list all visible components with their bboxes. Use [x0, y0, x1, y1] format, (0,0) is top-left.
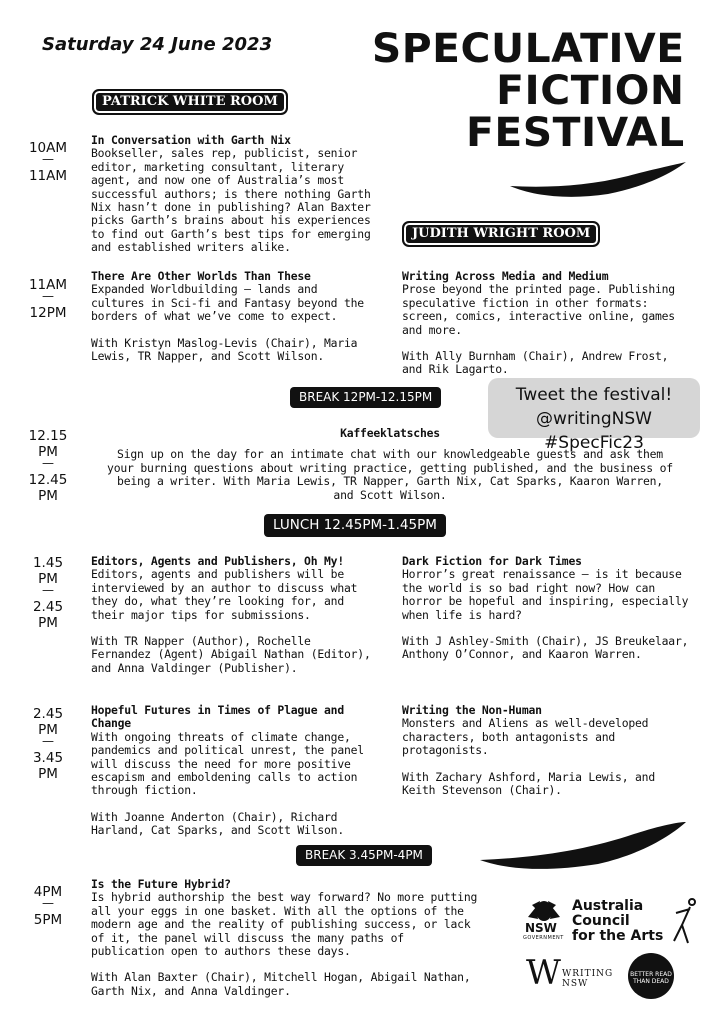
time-slot-10am: 10AM — 11AM — [28, 140, 68, 184]
session-title: Writing Across Media and Medium — [402, 269, 609, 283]
nsw-logo-text: NSW — [525, 921, 557, 935]
session-description: Is hybrid authorship the best way forward? No more putting all your eggs in one basket. With all the options of the modern age and the reality of publishing success, or lack of it, the panel will discuss the many paths of publication open to authors these days. — [91, 890, 478, 959]
time-start: 10AM — [28, 140, 68, 156]
room-badge-patrick-white: PATRICK WHITE ROOM — [92, 89, 288, 115]
session-title: Dark Fiction for Dark Times — [402, 554, 582, 568]
festival-title — [372, 28, 685, 154]
time-start: 12.15 PM — [28, 428, 68, 460]
aca-line-2: Council — [572, 913, 630, 929]
session-panelists: With Ally Burnham (Chair), Andrew Frost, and Rik Lagarto. — [402, 349, 669, 377]
time-slot-4pm: 4PM — 5PM — [33, 884, 63, 928]
session-description: Prose beyond the printed page. Publishing speculative fiction in other formats: screen, comics, interactive online, games and more. — [402, 282, 675, 337]
session-panelists: With Joanne Anderton (Chair), Richard Harland, Cat Sparks, and Scott Wilson. — [91, 809, 344, 838]
session-dark-fiction — [402, 555, 692, 662]
session-panelists: With Alan Baxter (Chair), Mitchell Hogan, Abigail Nathan, Garth Nix, and Anna Valdinger. — [91, 970, 471, 998]
break-banner-2: BREAK 3.45PM-4PM — [296, 845, 432, 866]
aca-line-1: Australia — [572, 898, 644, 914]
aca-line-3: for the Arts — [572, 928, 664, 944]
time-slot-2-45pm: 2.45 PM — 3.45 PM — [22, 706, 74, 782]
title-line-3: FESTIVAL — [466, 110, 685, 156]
session-panelists: With TR Napper (Author), Rochelle Fernandez (Agent) Abigail Nathan (Editor), and Anna Valdinger (Publisher). — [91, 634, 371, 675]
tweet-line-1: Tweet the festival! — [515, 385, 673, 405]
lunch-banner: LUNCH 12.45PM-1.45PM — [264, 514, 446, 537]
session-description: Monsters and Aliens as well-developed characters, both antagonists and protagonists. — [402, 716, 649, 758]
time-slot-12-15pm: 12.15 PM — 12.45 PM — [28, 428, 68, 504]
time-start: 2.45 PM — [32, 706, 64, 738]
session-hopeful-futures — [91, 704, 373, 838]
tweet-hashtags: @writingNSW #SpecFic23 — [536, 409, 652, 453]
writing-nsw-line-1: WRITING — [562, 969, 614, 979]
session-panelists: With Zachary Ashford, Maria Lewis, and Keith Stevenson (Chair). — [402, 769, 655, 798]
waratah-icon — [524, 897, 564, 923]
session-other-worlds — [91, 270, 373, 363]
australia-council-logo — [572, 899, 663, 944]
time-end: 11AM — [28, 168, 68, 184]
time-start: 4PM — [33, 884, 63, 900]
dancer-figure-icon — [672, 897, 700, 945]
session-description: Expanded Worldbuilding – lands and cultures in Sci-fi and Fantasy beyond the borders of what we’ve come to expect. — [91, 282, 364, 324]
session-title: Is the Future Hybrid? — [91, 877, 231, 891]
session-title: Editors, Agents and Publishers, Oh My! — [91, 554, 344, 568]
session-title: Writing the Non-Human — [402, 703, 542, 717]
session-editors-agents — [91, 555, 373, 675]
title-line-1: SPECULATIVE — [372, 26, 685, 72]
brush-stroke-top — [508, 160, 688, 200]
time-slot-1-45pm: 1.45 PM — 2.45 PM — [22, 555, 74, 631]
time-end: 12PM — [29, 305, 67, 321]
writing-nsw-w-icon: W — [526, 953, 561, 993]
session-non-human — [402, 704, 692, 797]
session-panelists: With J Ashley-Smith (Chair), JS Breukelaar, Anthony O’Connor, and Kaaron Warren. — [402, 634, 689, 662]
time-end: 5PM — [33, 912, 63, 928]
session-panelists: With Kristyn Maslog-Levis (Chair), Maria Lewis, TR Napper, and Scott Wilson. — [91, 335, 358, 364]
session-title: Hopeful Futures in Times of Plague and Change — [91, 703, 344, 731]
session-description: Horror’s great renaissance – is it because the world is so bad right now? How can horror be hopeful and inspiring, especially when life is hard? — [402, 567, 689, 622]
session-description: Editors, agents and publishers will be interviewed by an author to discuss what they do, what they’re looking for, and their major tips for submissions. — [91, 567, 358, 622]
time-slot-11am: 11AM — 12PM — [28, 277, 68, 321]
time-end: 2.45 PM — [32, 599, 64, 631]
session-description: Bookseller, sales rep, publicist, senior editor, marketing consultant, literary agent, and now one of Australia’s most successful authors; is there nothing Garth Nix hasn’t done in publishing? Alan Baxter picks Garth’s brains about his experiences to find out Garth’s best tips for emerging and established writers alike. — [91, 146, 371, 255]
time-start: 11AM — [28, 277, 68, 293]
brush-stroke-bottom — [478, 820, 688, 872]
room-badge-judith-wright: JUDITH WRIGHT ROOM — [402, 221, 600, 247]
break-banner-1: BREAK 12PM-12.15PM — [290, 387, 441, 408]
session-garth-nix — [91, 134, 373, 255]
session-title: There Are Other Worlds Than These — [91, 269, 311, 283]
sponsor-logos — [520, 895, 700, 1015]
session-description: Sign up on the day for an intimate chat with our knowledgeable guests and ask them your burning questions about writing practice, getting published, and the business of being a writer. With Maria Lewis, TR Napper, Garth Nix, Cat Sparks, Kaaron Warren, and Scott Wilson. — [107, 447, 673, 502]
time-end: 3.45 PM — [32, 750, 64, 782]
writing-nsw-logo — [562, 969, 613, 989]
writing-nsw-line-2: NSW — [562, 979, 589, 989]
time-start: 1.45 PM — [32, 555, 64, 587]
title-line-2: FICTION — [496, 68, 685, 114]
session-writing-across-media — [402, 270, 692, 377]
session-future-hybrid — [91, 878, 481, 998]
better-read-than-dead-logo — [628, 953, 674, 999]
session-title: In Conversation with Garth Nix — [91, 133, 291, 147]
brtd-text: BETTER READ THAN DEAD — [630, 971, 672, 985]
session-description: With ongoing threats of climate change, pandemics and political unrest, the panel will discuss the need for more positive escapism and emboldening calls to action through fiction. — [91, 729, 364, 798]
session-title: Kaffeeklatsches — [340, 426, 440, 440]
time-end: 12.45 PM — [28, 472, 68, 504]
nsw-government-text: GOVERNMENT — [523, 935, 564, 941]
session-kaffeeklatsches — [105, 427, 675, 502]
event-date: Saturday 24 June 2023 — [42, 34, 273, 55]
